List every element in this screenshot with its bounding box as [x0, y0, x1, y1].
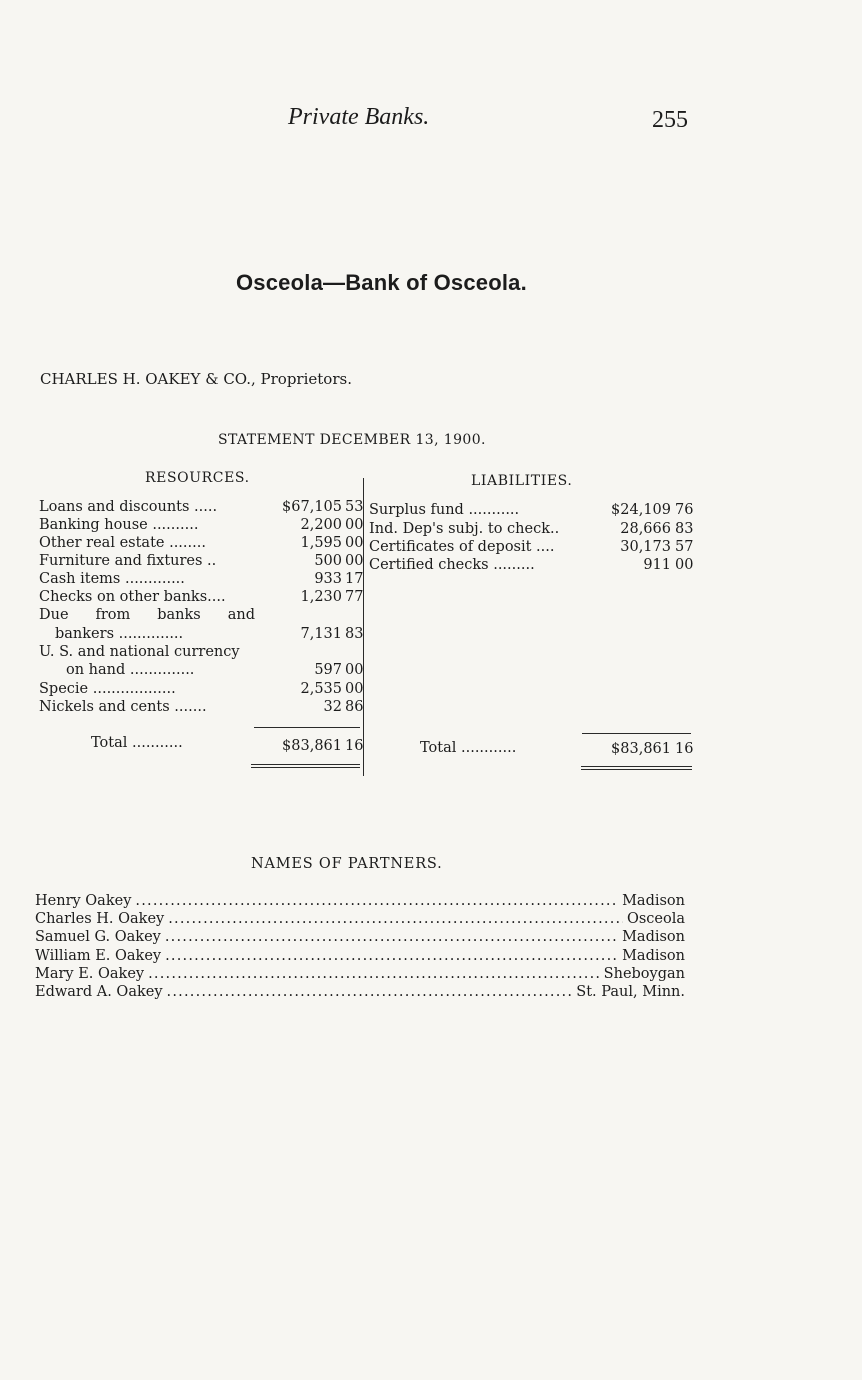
resource-cents: 00	[345, 662, 364, 678]
liability-label: Certificates of deposit ....	[369, 539, 555, 555]
liabilities-heading: LIABILITIES.	[471, 473, 573, 489]
partner-row	[35, 893, 685, 911]
resource-label: Specie ..................	[39, 681, 176, 697]
partner-place: Madison	[622, 893, 685, 909]
resources-total-label: Total ...........	[91, 735, 183, 751]
resource-cents: 00	[345, 553, 364, 569]
partner-row	[35, 911, 685, 929]
resources-total-dollars: $83,861	[282, 738, 342, 754]
liability-label: Certified checks .........	[369, 557, 535, 573]
liability-dollars: 911	[643, 557, 671, 573]
dot-leader	[135, 893, 618, 909]
resource-cents: 00	[345, 681, 364, 697]
liabilities-total-double-rule	[581, 766, 692, 767]
partner-place: Osceola	[626, 911, 685, 927]
liability-cents: 83	[675, 521, 694, 537]
dot-leader	[167, 984, 573, 1000]
resource-cents: 17	[345, 571, 364, 587]
partner-row	[35, 948, 685, 966]
resources-heading: RESOURCES.	[145, 470, 250, 486]
resource-dollars: 597	[314, 662, 342, 678]
partner-name: Charles H. Oakey	[35, 911, 165, 927]
partner-place: St. Paul, Minn.	[576, 984, 685, 1000]
resource-dollars: 1,595	[300, 535, 342, 551]
liability-cents: 57	[675, 539, 694, 555]
resource-dollars: 7,131	[300, 626, 342, 642]
resources-subtotal-rule	[254, 727, 360, 728]
resource-dollars: 32	[323, 699, 342, 715]
liabilities-total-dollars: $83,861	[611, 741, 671, 757]
resource-dollars: 2,535	[300, 681, 342, 697]
bank-title: Osceola—Bank of Osceola.	[236, 270, 527, 295]
resource-cents: 00	[345, 535, 364, 551]
partner-place: Sheboygan	[603, 966, 685, 982]
partner-place: Madison	[622, 948, 685, 964]
column-divider	[363, 478, 364, 776]
resource-label: Banking house ..........	[39, 517, 199, 533]
partner-name: Mary E. Oakey	[35, 966, 145, 982]
liabilities-total-double-rule	[581, 769, 692, 770]
resource-label: Furniture and fixtures ..	[39, 553, 217, 569]
resource-label: Other real estate ........	[39, 535, 206, 551]
resource-cents: 53	[345, 499, 364, 515]
resource-label: Cash items .............	[39, 571, 185, 587]
liabilities-subtotal-rule	[582, 733, 691, 734]
resource-label: on hand ..............	[66, 662, 195, 678]
statement-title: STATEMENT DECEMBER 13, 1900.	[218, 432, 486, 448]
dot-leader	[165, 929, 618, 945]
partner-row	[35, 984, 685, 1002]
resource-dollars: $67,105	[282, 499, 342, 515]
proprietors-line: CHARLES H. OAKEY & CO., Proprietors.	[40, 370, 352, 388]
partner-name: William E. Oakey	[35, 948, 162, 964]
liabilities-total-label: Total ............	[420, 740, 517, 756]
liability-label: Ind. Dep's subj. to check..	[369, 521, 560, 537]
resource-dollars: 933	[314, 571, 342, 587]
resource-label: Nickels and cents .......	[39, 699, 207, 715]
resource-label: Loans and discounts .....	[39, 499, 218, 515]
partner-name: Samuel G. Oakey	[35, 929, 161, 945]
resource-dollars: 500	[314, 553, 342, 569]
liability-dollars: 30,173	[620, 539, 671, 555]
resource-dollars: 1,230	[300, 589, 342, 605]
resource-cents: 00	[345, 517, 364, 533]
partner-name: Henry Oakey	[35, 893, 132, 909]
resource-label: Checks on other banks....	[39, 589, 226, 605]
liability-label: Surplus fund ...........	[369, 502, 520, 518]
page-number: 255	[652, 107, 688, 133]
dot-leader	[148, 966, 600, 982]
resource-cents: 86	[345, 699, 364, 715]
partners-heading: NAMES OF PARTNERS.	[251, 856, 443, 872]
dot-leader	[165, 948, 618, 964]
resources-total-double-rule	[251, 767, 360, 768]
liability-cents: 00	[675, 557, 694, 573]
resources-total-double-rule	[251, 764, 360, 765]
liability-cents: 76	[675, 502, 694, 518]
partner-row	[35, 929, 685, 947]
partner-name: Edward A. Oakey	[35, 984, 163, 1000]
liabilities-total-cents: 16	[675, 741, 694, 757]
liability-dollars: $24,109	[611, 502, 671, 518]
partner-row	[35, 966, 685, 984]
resource-dollars: 2,200	[300, 517, 342, 533]
dot-leader	[168, 911, 623, 927]
liability-dollars: 28,666	[620, 521, 671, 537]
resources-total-cents: 16	[345, 738, 364, 754]
resource-label: bankers ..............	[55, 626, 184, 642]
running-head: Private Banks.	[288, 104, 430, 130]
resource-cents: 83	[345, 626, 364, 642]
partner-place: Madison	[622, 929, 685, 945]
resource-label: Due from banks and	[39, 607, 255, 623]
resource-cents: 77	[345, 589, 364, 605]
resource-label: U. S. and national currency	[39, 644, 240, 660]
